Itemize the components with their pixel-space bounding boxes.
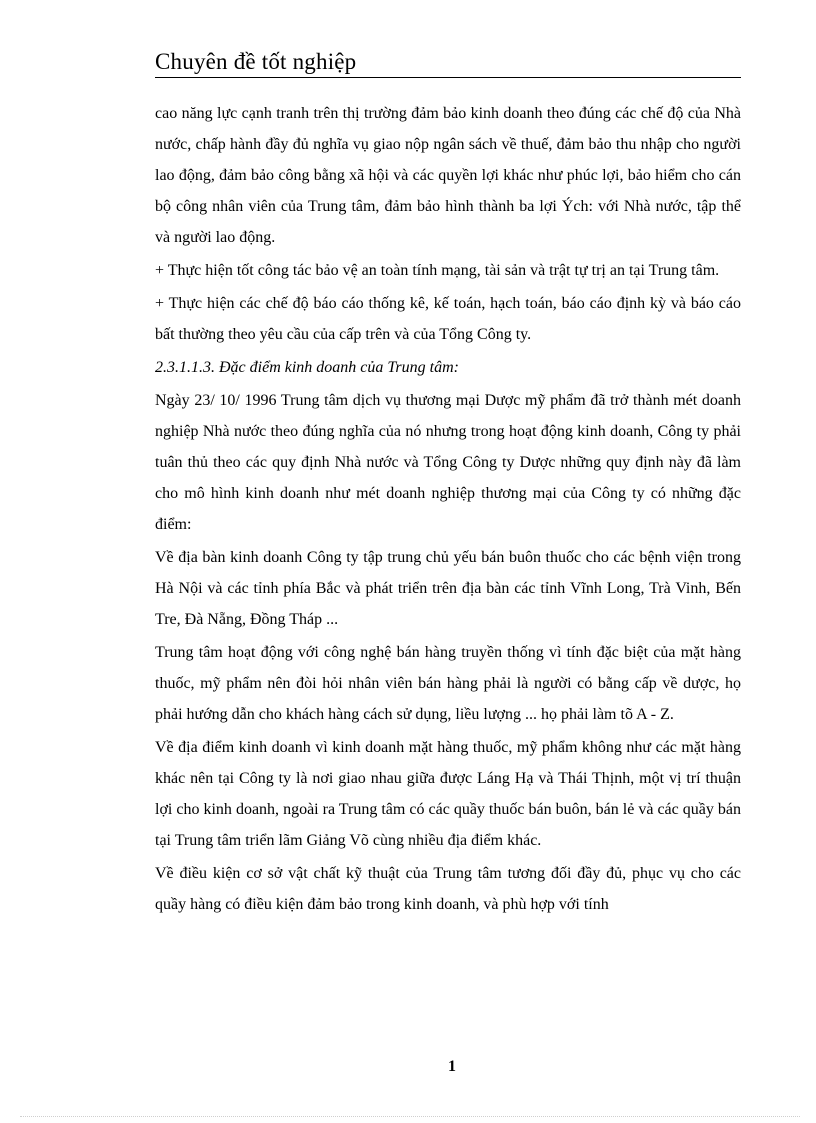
paragraph: Về địa bàn kinh doanh Công ty tập trung chủ yếu bán buôn thuốc cho các bệnh viện trong Hà Nội và các tỉnh phía Bắc và phát triển trên địa bàn các tỉnh Vĩnh Long, Trà Vinh, Bến Tre, Đà Nẵng, Đồng Tháp ... [155,549,741,628]
running-header-title: Chuyên đề tốt nghiệp [155,49,357,74]
paragraph: Trung tâm hoạt động với công nghệ bán hàng truyền thống vì tính đặc biệt của mặt hàng thuốc, mỹ phẩm nên đòi hỏi nhân viên bán hàng phải là người có bằng cấp về dược, họ phải hướng dẫn cho khách hàng cách sử dụng, liều lượng ... họ phải làm tõ A - Z. [155,644,741,723]
paragraph: + Thực hiện tốt công tác bảo vệ an toàn tính mạng, tài sản và trật tự trị an tại Trung tâm. [155,262,720,279]
paragraph: Về điều kiện cơ sở vật chất kỹ thuật của Trung tâm tương đối đầy đủ, phục vụ cho các quầy hàng có điều kiện đảm bảo trong kinh doanh, và phù hợp với tính [155,865,741,913]
page-number: 1 [448,1058,456,1075]
paragraph: + Thực hiện các chế độ báo cáo thống kê, kế toán, hạch toán, báo cáo định kỳ và báo cáo bất thường theo yêu cầu của cấp trên và của Tổng Công ty. [155,295,741,343]
paragraph: Về địa điểm kinh doanh vì kinh doanh mặt hàng thuốc, mỹ phẩm không như các mặt hàng khác nên tại Công ty là nơi giao nhau giữa được Láng Hạ và Thái Thịnh, một vị trí thuận lợi cho kinh doanh, ngoài ra Trung tâm có các quầy thuốc bán buôn, bán lẻ và các quầy bán tại Trung tâm triển lãm Giảng Võ cùng nhiều địa điểm khác. [155,739,741,849]
section-heading: 2.3.1.1.3. Đặc điểm kinh doanh của Trung tâm: [155,359,459,376]
header-divider [155,77,741,78]
page-bottom-divider [20,1116,800,1117]
paragraph: cao năng lực cạnh tranh trên thị trường đảm bảo kinh doanh theo đúng các chế độ của Nhà nước, chấp hành đầy đủ nghĩa vụ giao nộp ngân sách về thuế, đảm bảo thu nhập cho người lao động, đảm bảo công bằng xã hội và các quyền lợi khác như phúc lợi, bảo hiểm cho cán bộ công nhân viên của Trung tâm, đảm bảo hình thành ba lợi Ých: với Nhà nước, tập thể và người lao động. [155,105,741,246]
paragraph: Ngày 23/ 10/ 1996 Trung tâm dịch vụ thương mại Dược mỹ phẩm đã trở thành mét doanh nghiệp Nhà nước theo đúng nghĩa của nó nhưng trong hoạt động kinh doanh, Công ty phải tuân thủ theo các quy định Nhà nước và Tổng Công ty Dược những quy định này đã làm cho mô hình kinh doanh như mét doanh nghiệp thương mại của Công ty có những đặc điểm: [155,392,741,533]
body-text [155,98,741,922]
